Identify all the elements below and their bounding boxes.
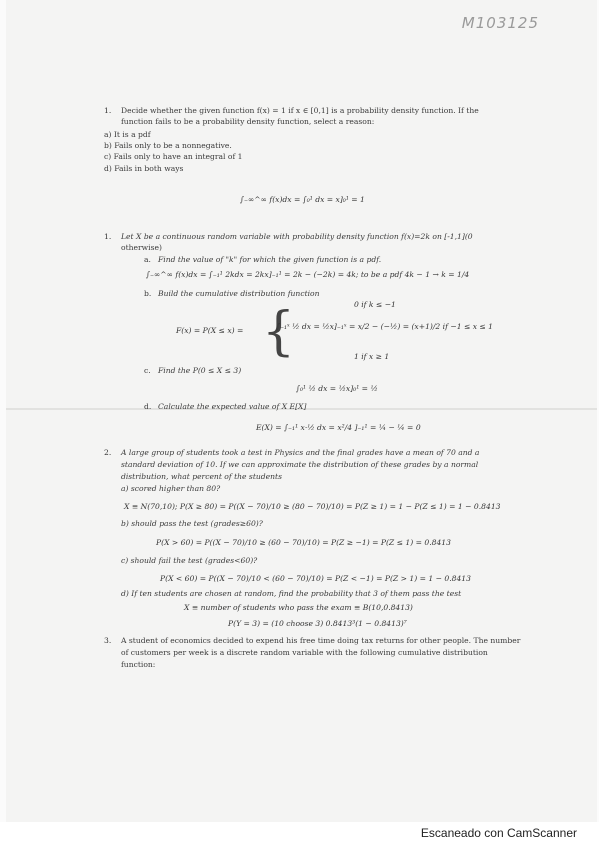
q2-b-label: b.	[144, 289, 152, 298]
cdf-top: 0 if k ≤ −1	[354, 300, 396, 309]
q2-a-text: Find the value of "k" for which the given function is a pdf.	[158, 255, 382, 264]
q2-a-formula: ∫₋∞^∞ f(x)dx = ∫₋₁¹ 2kdx = 2kx]₋₁¹ = 2k − (−2k) = 4k; to be a pdf 4k − 1 → k = 1/4	[146, 270, 470, 279]
handwritten-code: M103125	[461, 14, 539, 32]
q2-c-label: c.	[144, 366, 151, 375]
scanner-watermark: Escaneado con CamScanner	[420, 826, 577, 840]
q2-d-formula: E(X) = ∫₋₁¹ x·½ dx = x²/4 ]₋₁¹ = ¼ − ¼ = 0	[256, 423, 421, 432]
q2-d-text: Calculate the expected value of X E[X]	[158, 402, 307, 411]
q2-a-label: a.	[144, 255, 151, 264]
q3-b-text: b) should pass the test (grades≥60)?	[121, 519, 263, 528]
q2-c-text: Find the P(0 ≤ X ≤ 3)	[158, 366, 242, 375]
q3-line-4: a) scored higher than 80?	[121, 484, 221, 493]
question-number: 1.	[104, 106, 112, 115]
q1-formula: ∫₋∞^∞ f(x)dx = ∫₀¹ dx = x]₀¹ = 1	[240, 195, 365, 204]
q1-option-d: d) Fails in both ways	[104, 164, 184, 173]
cdf-bottom: 1 if x ≥ 1	[354, 352, 390, 361]
q1-option-a: a) It is a pdf	[104, 130, 151, 139]
q3-c-text: c) should fail the test (grades<60)?	[121, 556, 258, 565]
q1-prompt-2: function fails to be a probability density function, select a reason:	[121, 117, 375, 126]
q2-b-text: Build the cumulative distribution function	[158, 289, 320, 298]
q3-d-text: d) If ten students are chosen at random, find the probability that 3 of them pass the test	[121, 589, 462, 598]
q3-c-formula: P(X < 60) = P((X − 70)/10 < (60 − 70)/10) = P(Z < −1) = P(Z > 1) = 1 − 0.8413	[160, 574, 471, 583]
q3-line-3: distribution, what percent of the students	[121, 472, 282, 481]
q3-d-formula: P(Y = 3) = (10 choose 3) 0.8413³(1 − 0.8413)⁷	[228, 619, 407, 628]
q1-option-c: c) Fails only to have an integral of 1	[104, 152, 243, 161]
question-number: 3.	[104, 636, 112, 645]
q4-line-3: function:	[121, 660, 156, 669]
q3-d-definition: X ≡ number of students who pass the exam ≡ B(10,0.8413)	[184, 603, 413, 612]
q1-option-b: b) Fails only to be a nonnegative.	[104, 141, 232, 150]
question-number: 1.	[104, 232, 112, 241]
cdf-middle: ∫₋₁ˣ ½ dx = ½x]₋₁ˣ = x/2 − (−½) = (x+1)/2 if −1 ≤ x ≤ 1	[276, 322, 494, 331]
q2-prompt: Let X be a continuous random variable with probability density function f(x)=2k on [-1,1](0	[121, 232, 473, 241]
q3-line-1: A large group of students took a test in Physics and the final grades have a mean of 70 and a	[121, 448, 480, 457]
q3-line-2: standard deviation of 10. If we can approximate the distribution of these grades by a normal	[121, 460, 479, 469]
q1-prompt: Decide whether the given function f(x) = 1 if x ∈ [0,1] is a probability density function. If the	[121, 106, 479, 115]
q4-line-2: of customers per week is a discrete random variable with the following cumulative distribution	[121, 648, 488, 657]
q2-prompt-2: otherwise)	[121, 243, 162, 252]
q3-a-formula: X ≡ N(70,10); P(X ≥ 80) = P((X − 70)/10 ≥ (80 − 70)/10) = P(Z ≥ 1) = 1 − P(Z ≤ 1) = 1 − 0.8413	[124, 502, 501, 511]
q4-line-1: A student of economics decided to expend his free time doing tax returns for other people. The number	[121, 636, 521, 645]
q2-d-label: d.	[144, 402, 152, 411]
cdf-brace: {	[262, 302, 296, 362]
cdf-left: F(x) = P(X ≤ x) =	[176, 326, 244, 335]
q2-c-formula: ∫₀¹ ½ dx = ½x]₀¹ = ½	[296, 384, 378, 393]
question-number: 2.	[104, 448, 112, 457]
q3-b-formula: P(X > 60) = P((X − 70)/10 ≥ (60 − 70)/10) = P(Z ≥ −1) = P(Z ≤ 1) = 0.8413	[156, 538, 451, 547]
